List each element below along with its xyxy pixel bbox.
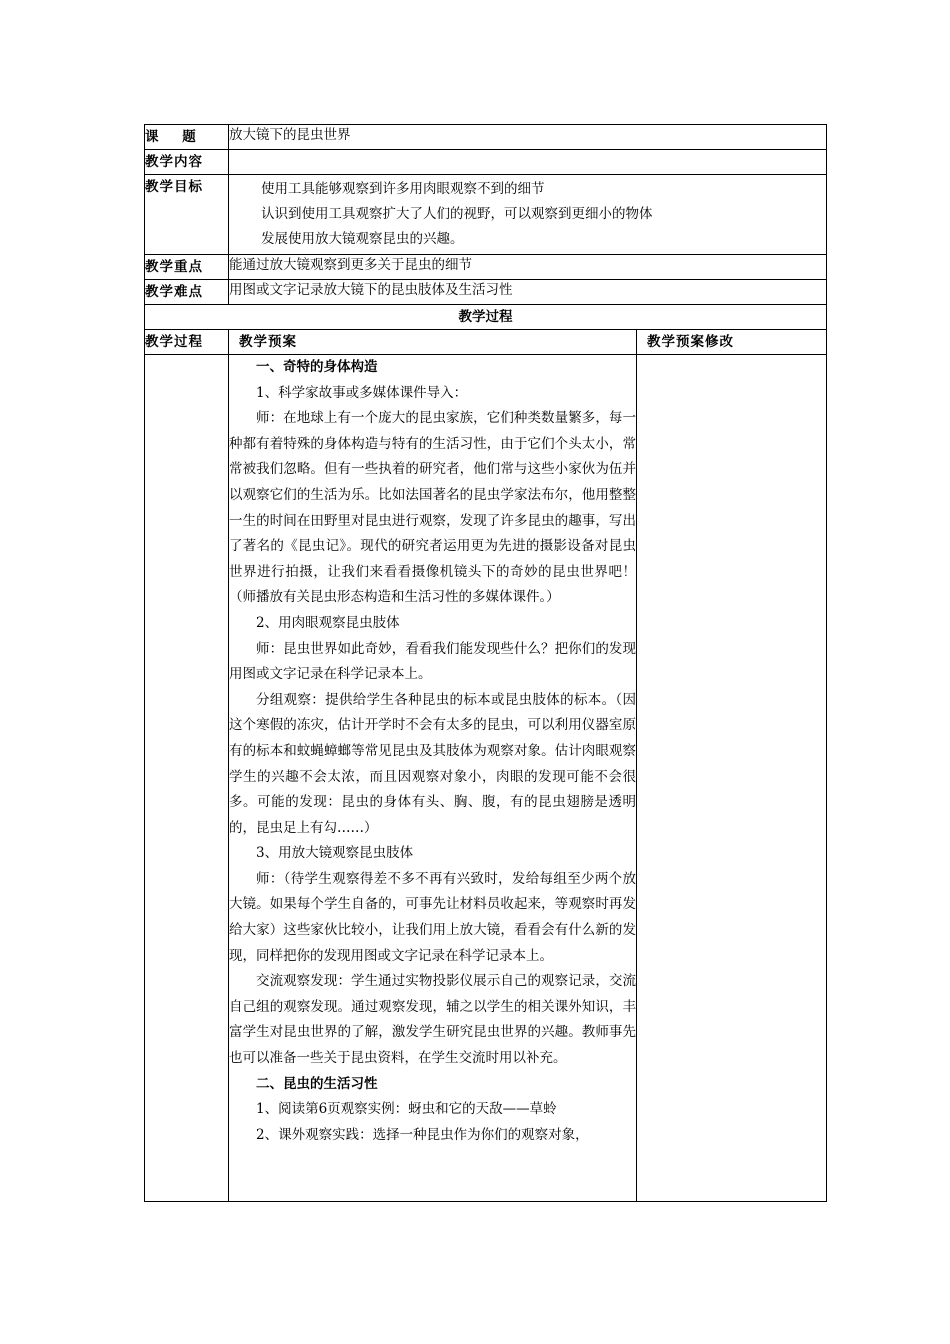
- topic-value: 放大镜下的昆虫世界: [229, 125, 827, 150]
- content-row: [145, 150, 827, 175]
- plan-paragraph: 分组观察：提供给学生各种昆虫的标本或昆虫肢体的标本。（因这个寒假的冻灾，估计开学时不会有太多的昆虫，可以利用仪器室原有的标本和蚊蝇蟑螂等常见昆虫及其肢体为观察对象。估计肉眼观察学生的兴趣不会太浓，而且因观察对象小，肉眼的发现可能不会很多。可能的发现：昆虫的身体有头、胸、腹，有的昆虫翅膀是透明的，昆虫足上有勾……）: [229, 691, 636, 836]
- key-value: 能通过放大镜观察到更多关于昆虫的细节: [229, 255, 827, 280]
- goals-row: [145, 175, 827, 255]
- plan-paragraph: 1、阅读第6页观察实例：蚜虫和它的天敌——草蛉: [256, 1101, 557, 1118]
- plan-paragraph: 师：在地球上有一个庞大的昆虫家族，它们种类数量繁多，每一种都有着特殊的身体构造与特有的生活习性，由于它们个头太小，常常被我们忽略。但有一些执着的研究者，他们常与这些小家伙为伍并以观察它们的生活为乐。比如法国著名的昆虫学家法布尔，他用整整一生的时间在田野里对昆虫进行观察，发现了许多昆虫的趣事，写出了著名的《昆虫记》。现代的研究者运用更为先进的摄影设备对昆虫世界进行拍摄，让我们来看看摄像机镜头下的奇妙的昆虫世界吧！（师播放有关昆虫形态构造和生活习性的多媒体课件。）: [229, 410, 636, 606]
- col-revision-header: 教学预案修改: [637, 330, 827, 355]
- difficulty-row: [145, 280, 827, 305]
- col-plan-header: 教学预案: [229, 330, 637, 355]
- key-label: 教学重点: [145, 255, 229, 280]
- process-header-row: [145, 330, 827, 355]
- content-label: 教学内容: [145, 150, 229, 175]
- process-title-row: [145, 305, 827, 330]
- plan-paragraph: 2、课外观察实践：选择一种昆虫作为你们的观察对象，: [256, 1126, 589, 1143]
- lesson-plan-table: [144, 124, 827, 1202]
- plan-cell: [229, 355, 637, 1202]
- goals-label: 教学目标: [145, 175, 229, 255]
- col-process-header: 教学过程: [145, 330, 229, 355]
- goal-item: 使用工具能够观察到许多用肉眼观察不到的细节: [261, 181, 545, 197]
- process-body-row: [145, 355, 827, 1202]
- topic-row: [145, 125, 827, 150]
- revision-cell: [637, 355, 827, 1202]
- topic-label: 课 题: [145, 125, 229, 150]
- goal-item: 认识到使用工具观察扩大了人们的视野，可以观察到更细小的物体: [261, 206, 653, 222]
- difficulty-label: 教学难点: [145, 280, 229, 305]
- plan-paragraph: 师：（待学生观察得差不多不再有兴致时，发给每组至少两个放大镜。如果每个学生自备的，可事先让材料员收起来，等观察时再发给大家）这些家伙比较小，让我们用上放大镜，看看会有什么新的发现，同样把你的发现用图或文字记录在科学记录本上。: [229, 870, 636, 964]
- goal-item: 发展使用放大镜观察昆虫的兴趣。: [261, 231, 464, 247]
- key-row: [145, 255, 827, 280]
- difficulty-value: 用图或文字记录放大镜下的昆虫肢体及生活习性: [229, 280, 827, 305]
- plan-paragraph: 3、用放大镜观察昆虫肢体: [256, 845, 414, 862]
- plan-paragraph: 师：昆虫世界如此奇妙，看看我们能发现些什么？把你们的发现用图或文字记录在科学记录本上。: [229, 640, 636, 683]
- plan-paragraph: 交流观察发现：学生通过实物投影仪展示自己的观察记录，交流自己组的观察发现。通过观察发现，辅之以学生的相关课外知识，丰富学生对昆虫世界的了解，激发学生研究昆虫世界的兴趣。教师事先也可以准备一些关于昆虫资料，在学生交流时用以补充。: [229, 973, 636, 1067]
- process-title: 教学过程: [145, 305, 827, 330]
- goals-list: [229, 175, 827, 255]
- content-value: [229, 150, 827, 175]
- section-heading: 一、奇特的身体构造: [256, 359, 378, 375]
- process-cell: [145, 355, 229, 1202]
- plan-paragraph: 1、科学家故事或多媒体课件导入：: [256, 384, 468, 401]
- plan-paragraph: 2、用肉眼观察昆虫肢体: [256, 614, 400, 631]
- section-heading: 二、昆虫的生活习性: [256, 1075, 378, 1092]
